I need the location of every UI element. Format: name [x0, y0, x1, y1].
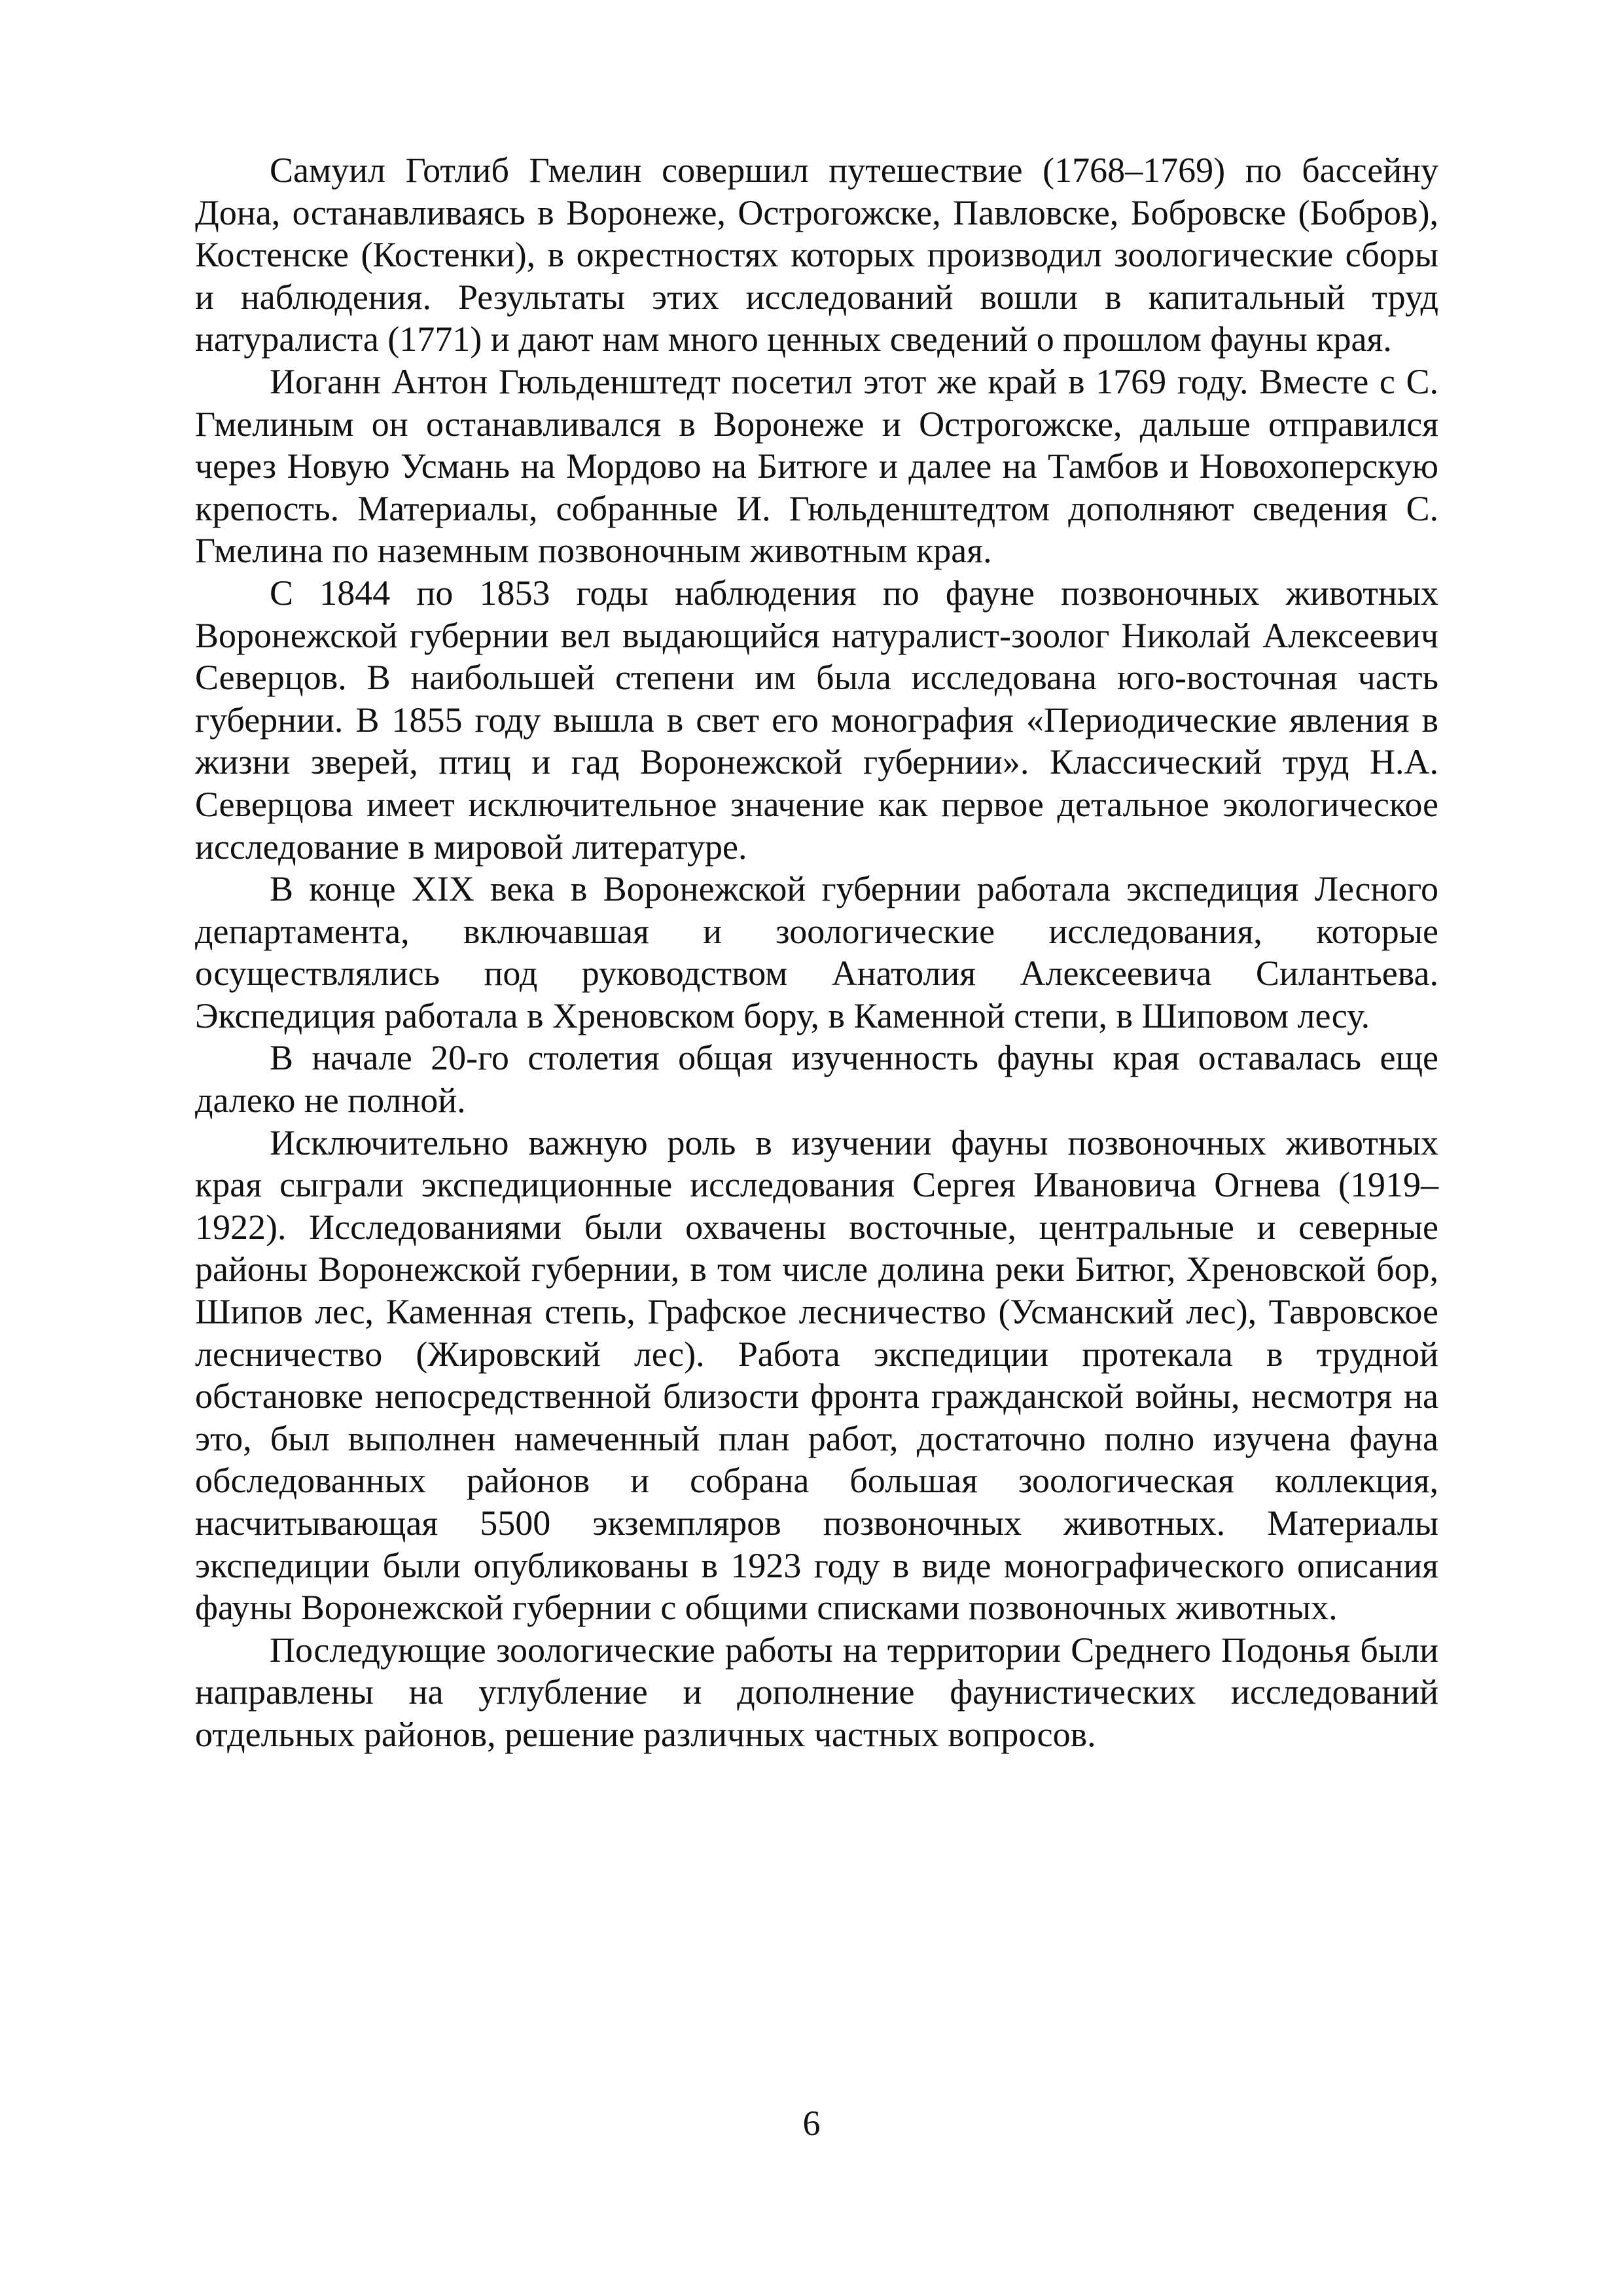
paragraph-gmelin: Самуил Готлиб Гмелин совершил путешествие (1768–1769) по бассейну Дона, останавливаясь в Воронеже, Острогожске, Павловске, Бобровске (Бобров), Костенске (Костенки), в окрестностях которых производил зоологические сборы и наблюдения. Результаты этих исследований вошли в капитальный труд натуралиста (1771) и дают нам много ценных сведений о прошлом фауны края.: [195, 151, 1438, 359]
paragraph-subsequent-works: Последующие зоологические работы на территории Среднего Подонья были направлены на углубление и дополнение фаунистических исследований отдельных районов, решение различных частных вопросов.: [195, 1630, 1438, 1754]
paragraph-early-20th-century: В начале 20-го столетия общая изученность фауны края оставалась еще далеко не полной.: [195, 1038, 1438, 1121]
paragraph-ognev: Исключительно важную роль в изучении фауны позвоночных животных края сыграли экспедиционные исследования Сергея Ивановича Огнева (1919–1922). Исследованиями были охвачены восточные, центральные и северные районы Воронежской губернии, в том числе долина реки Битюг, Хреновской бор, Шипов лес, Каменная степь, Графское лесничество (Усманский лес), Тавровское лесничество (Жировский лес). Работа экспедиции протекала в трудной обстановке непосредственной близости фронта гражданской войны, несмотря на это, был выполнен намеченный план работ, достаточно полно изучена фауна обследованных районов и собрана большая зоологическая коллекция, насчитывающая 5500 экземпляров позвоночных животных. Материалы экспедиции были опубликованы в 1923 году в виде монографического описания фауны Воронежской губернии с общими списками позвоночных животных.: [195, 1122, 1438, 1628]
paragraph-severtsov: С 1844 по 1853 годы наблюдения по фауне позвоночных животных Воронежской губернии вел выдающийся натуралист-зоолог Николай Алексеевич Северцов. В наибольшей степени им была исследована юго-восточная часть губернии. В 1855 году вышла в свет его монография «Периодические явления в жизни зверей, птиц и гад Воронежской губернии». Классический труд Н.А. Северцова имеет исключительное значение как первое детальное экологическое исследование в мировой литературе.: [195, 573, 1438, 867]
paragraph-guldenstedt: Иоганн Антон Гюльденштедт посетил этот же край в 1769 году. Вместе с С. Гмелиным он останавливался в Воронеже и Острогожске, дальше отправился через Новую Усмань на Мордово на Битюге и далее на Тамбов и Новохоперскую крепость. Материалы, собранные И. Гюльденштедтом дополняют сведения С. Гмелина по наземным позвоночным животным края.: [195, 361, 1438, 571]
paragraph-silantyev: В конце XIX века в Воронежской губернии работала экспедиция Лесного департамента, включавшая и зоологические исследования, которые осуществлялись под руководством Анатолия Алексеевича Силантьева. Экспедиция работала в Хреновском бору, в Каменной степи, в Шиповом лесу.: [195, 869, 1438, 1035]
body-text: [195, 149, 1438, 1756]
page-number: 6: [802, 2104, 821, 2143]
